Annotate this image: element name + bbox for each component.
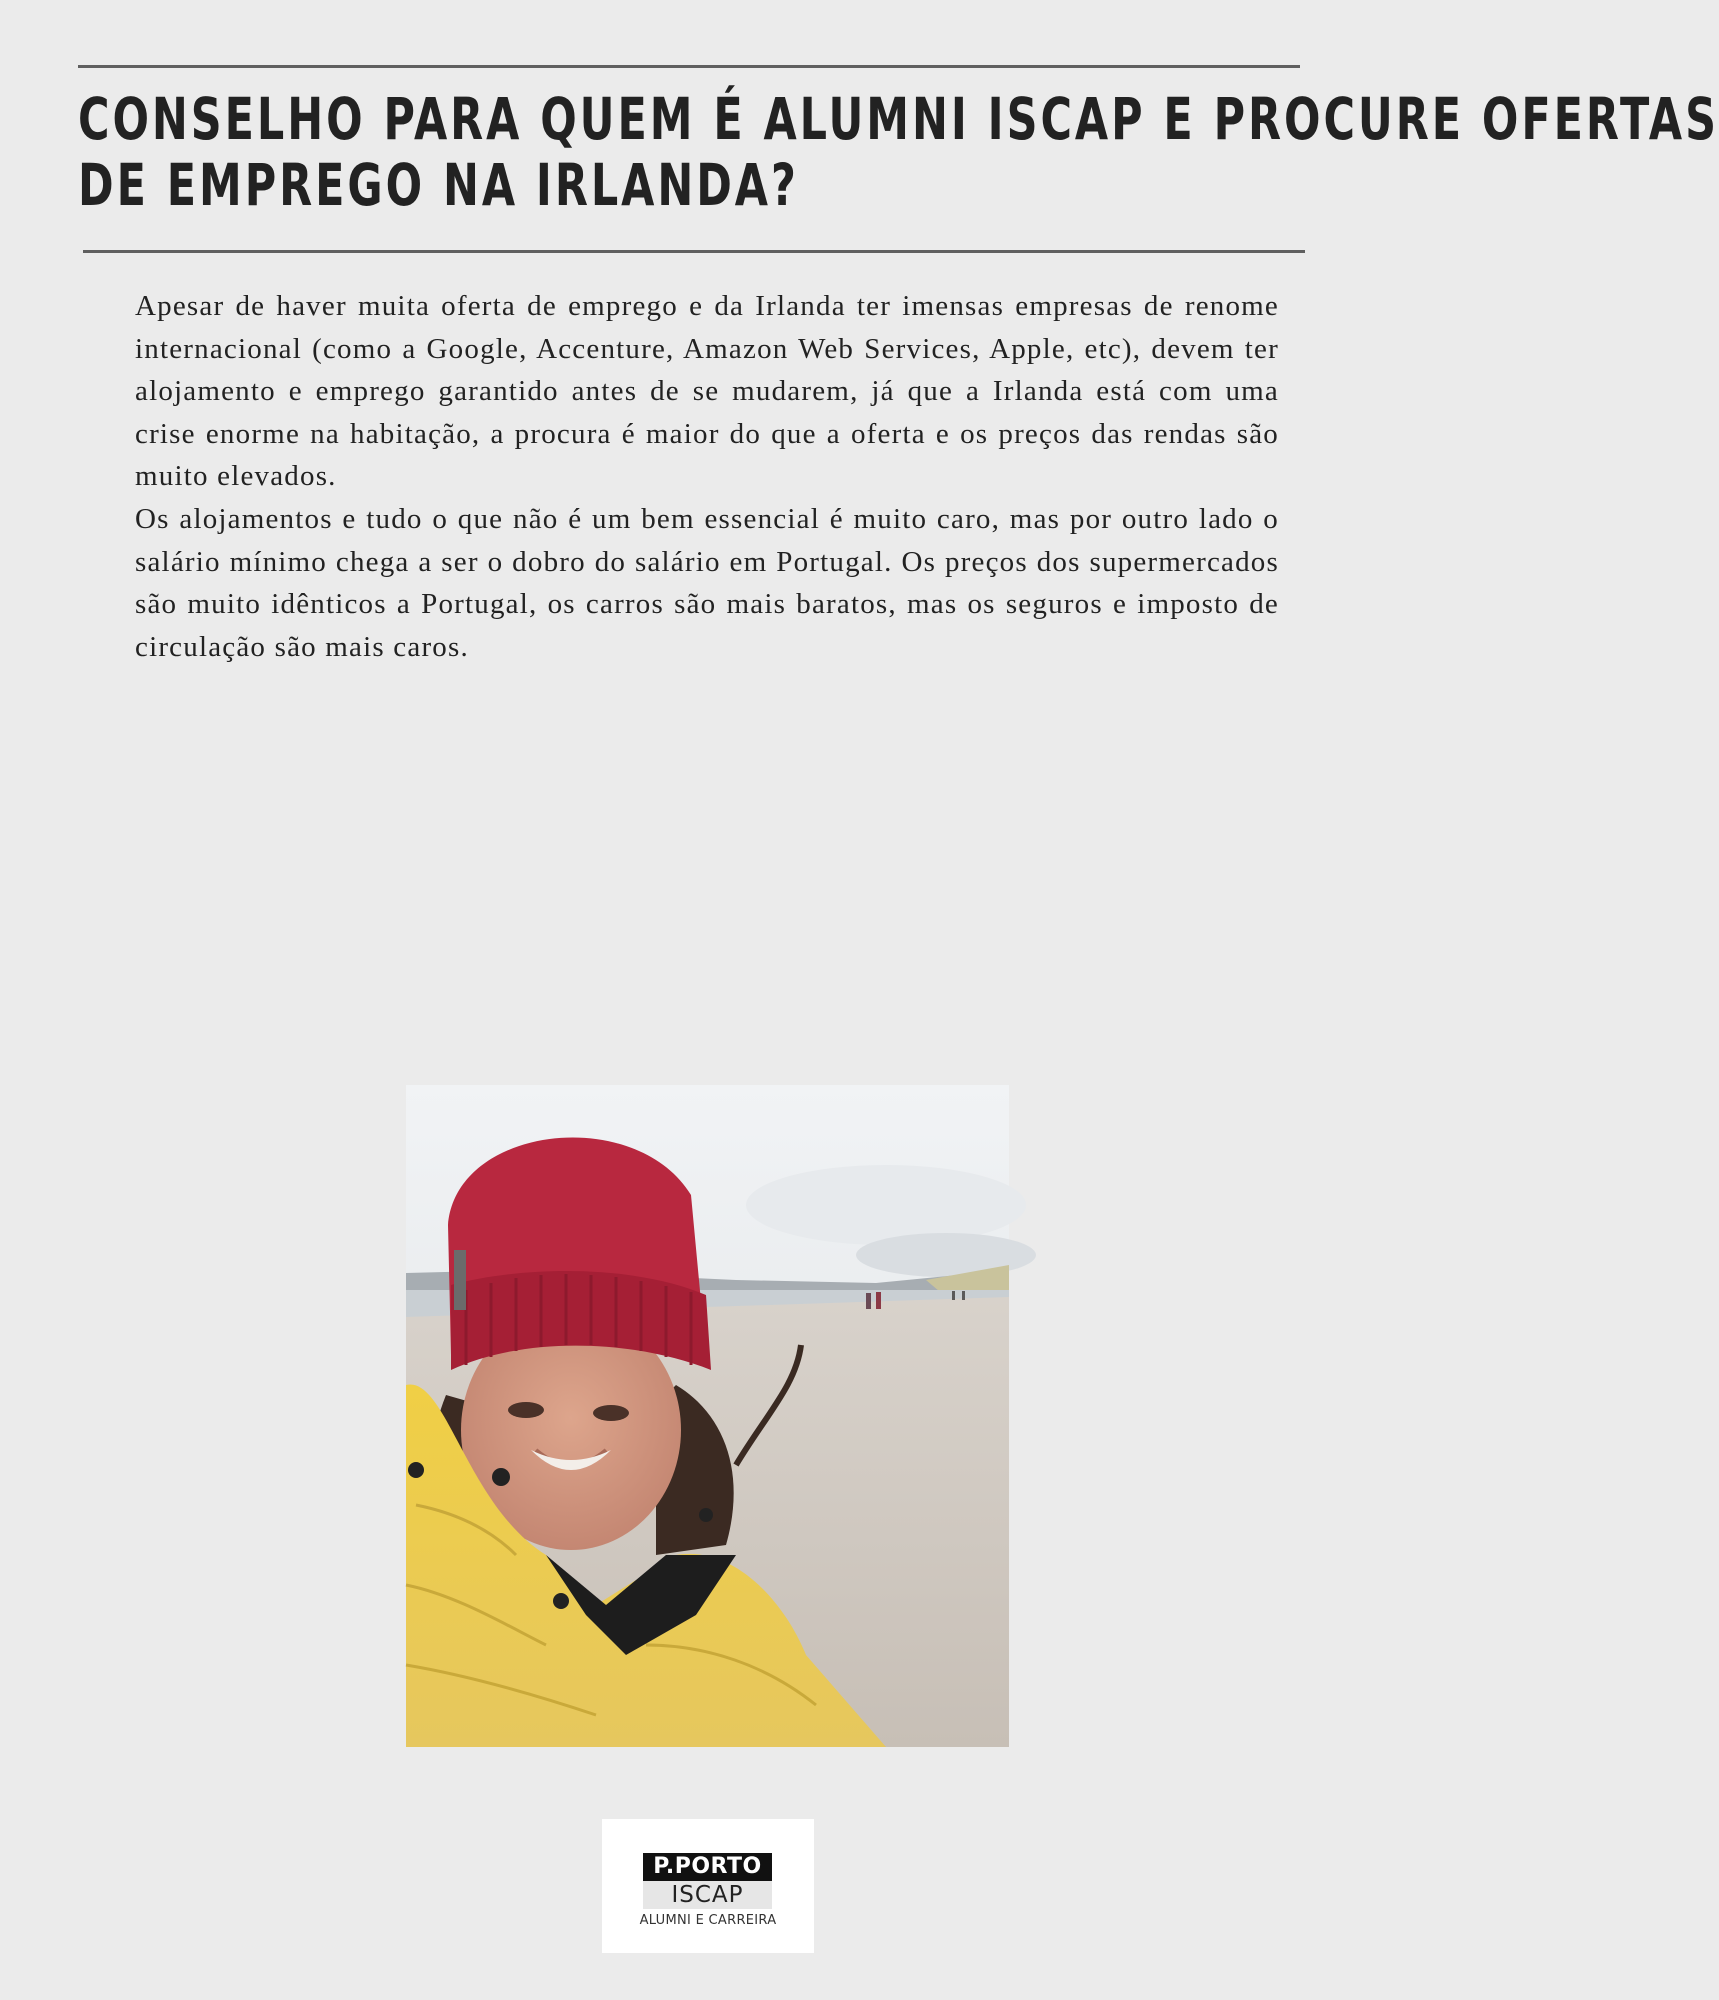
article-body: [135, 285, 1279, 668]
bottom-divider: [83, 250, 1305, 253]
article-paragraph-1: Apesar de haver muita oferta de emprego e da Irlanda ter imensas empresas de renome internacional (como a Google, Accenture, Amazon Web Services, Apple, etc), devem ter alojamento e emprego garantido antes de se mudarem, já que a Irlanda está com uma crise enorme na habitação, a procura é maior do que a oferta e os preços das rendas são muito elevados.: [135, 290, 1279, 493]
page-title-line-2: DE EMPREGO NA IRLANDA?: [78, 151, 799, 219]
portrait-photo: [406, 1085, 1009, 1747]
top-divider: [78, 65, 1300, 68]
logo-school: ISCAP: [643, 1881, 772, 1909]
page-title: [78, 85, 1719, 219]
logo-brand: P.PORTO: [643, 1853, 772, 1881]
logo-subtitle: ALUMNI E CARREIRA: [639, 1913, 777, 1928]
page-title-line-1: CONSELHO PARA QUEM É ALUMNI ISCAP E PROCURE OFERTAS: [78, 85, 1719, 153]
iscap-logo: [602, 1819, 814, 1953]
article-paragraph-2: Os alojamentos e tudo o que não é um bem essencial é muito caro, mas por outro lado o salário mínimo chega a ser o dobro do salário em Portugal. Os preços dos supermercados são muito idênticos a Portugal, os carros são mais baratos, mas os seguros e imposto de circulação são mais caros.: [135, 502, 1279, 663]
